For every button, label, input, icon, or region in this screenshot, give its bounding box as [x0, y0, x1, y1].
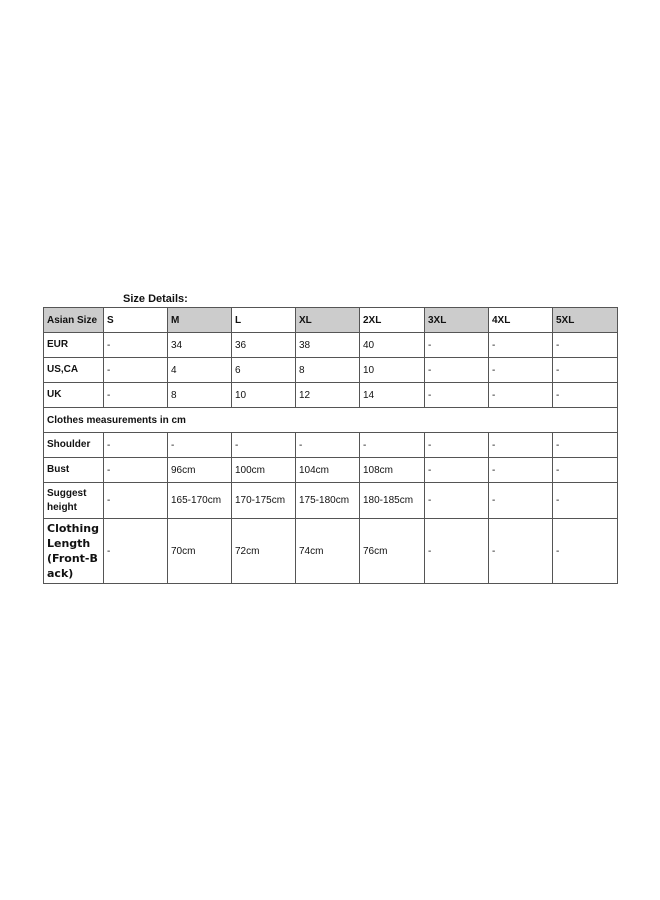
- header-cell-l: L: [232, 308, 296, 333]
- table-cell: -: [553, 333, 618, 358]
- table-cell: -: [104, 458, 168, 483]
- table-cell: -: [553, 383, 618, 408]
- table-cell: 76cm: [360, 519, 425, 584]
- table-cell: 70cm: [168, 519, 232, 584]
- table-cell: -: [489, 383, 553, 408]
- table-row-uk: [44, 383, 618, 408]
- table-cell: 180-185cm: [360, 483, 425, 519]
- table-cell: -: [553, 358, 618, 383]
- table-cell: -: [489, 483, 553, 519]
- table-cell: 74cm: [296, 519, 360, 584]
- section-title: Clothes measurements in cm: [44, 408, 618, 433]
- table-cell: -: [425, 519, 489, 584]
- table-cell: -: [104, 433, 168, 458]
- table-row-bust: [44, 458, 618, 483]
- table-cell: 36: [232, 333, 296, 358]
- table-cell: -: [104, 358, 168, 383]
- table-cell: 4: [168, 358, 232, 383]
- table-cell: -: [489, 519, 553, 584]
- table-cell: 100cm: [232, 458, 296, 483]
- row-label: Clothing Length (Front-Back): [44, 519, 104, 584]
- table-cell: 14: [360, 383, 425, 408]
- table-cell: 10: [360, 358, 425, 383]
- table-cell: -: [296, 433, 360, 458]
- table-cell: -: [360, 433, 425, 458]
- table-cell: 8: [168, 383, 232, 408]
- table-cell: -: [168, 433, 232, 458]
- table-cell: 6: [232, 358, 296, 383]
- table-cell: 38: [296, 333, 360, 358]
- table-row-clothing-length: [44, 519, 618, 584]
- size-chart-table: [43, 307, 618, 584]
- table-row-us-ca: [44, 358, 618, 383]
- table-row-suggest-height: [44, 483, 618, 519]
- table-cell: 104cm: [296, 458, 360, 483]
- header-cell-5xl: 5XL: [553, 308, 618, 333]
- row-label: Suggest height: [44, 483, 104, 519]
- table-cell: -: [489, 433, 553, 458]
- table-cell: -: [425, 483, 489, 519]
- table-cell: 108cm: [360, 458, 425, 483]
- table-cell: 165-170cm: [168, 483, 232, 519]
- row-label: UK: [44, 383, 104, 408]
- table-cell: 40: [360, 333, 425, 358]
- table-cell: -: [425, 433, 489, 458]
- header-cell-xl: XL: [296, 308, 360, 333]
- header-cell-3xl: 3XL: [425, 308, 489, 333]
- table-cell: 170-175cm: [232, 483, 296, 519]
- table-cell: 10: [232, 383, 296, 408]
- table-cell: -: [553, 483, 618, 519]
- table-cell: -: [104, 483, 168, 519]
- header-cell-asian-size: Asian Size: [44, 308, 104, 333]
- table-cell: -: [425, 383, 489, 408]
- table-cell: -: [553, 458, 618, 483]
- table-cell: 8: [296, 358, 360, 383]
- row-label: Bust: [44, 458, 104, 483]
- header-cell-4xl: 4XL: [489, 308, 553, 333]
- table-cell: 34: [168, 333, 232, 358]
- table-cell: -: [425, 358, 489, 383]
- table-cell: -: [553, 519, 618, 584]
- table-cell: 12: [296, 383, 360, 408]
- row-label: US,CA: [44, 358, 104, 383]
- table-header-row: [44, 308, 618, 333]
- table-cell: 96cm: [168, 458, 232, 483]
- table-cell: -: [232, 433, 296, 458]
- header-cell-m: M: [168, 308, 232, 333]
- header-cell-2xl: 2XL: [360, 308, 425, 333]
- row-label: Shoulder: [44, 433, 104, 458]
- table-cell: -: [104, 333, 168, 358]
- row-label: EUR: [44, 333, 104, 358]
- table-row-section: [44, 408, 618, 433]
- size-details-title: Size Details:: [123, 293, 188, 305]
- table-cell: 175-180cm: [296, 483, 360, 519]
- table-cell: -: [553, 433, 618, 458]
- table-cell: -: [425, 458, 489, 483]
- table-cell: -: [104, 519, 168, 584]
- table-row-shoulder: [44, 433, 618, 458]
- table-cell: -: [425, 333, 489, 358]
- header-cell-s: S: [104, 308, 168, 333]
- table-cell: 72cm: [232, 519, 296, 584]
- table-cell: -: [489, 358, 553, 383]
- table-cell: -: [489, 458, 553, 483]
- table-cell: -: [104, 383, 168, 408]
- table-row-eur: [44, 333, 618, 358]
- table-cell: -: [489, 333, 553, 358]
